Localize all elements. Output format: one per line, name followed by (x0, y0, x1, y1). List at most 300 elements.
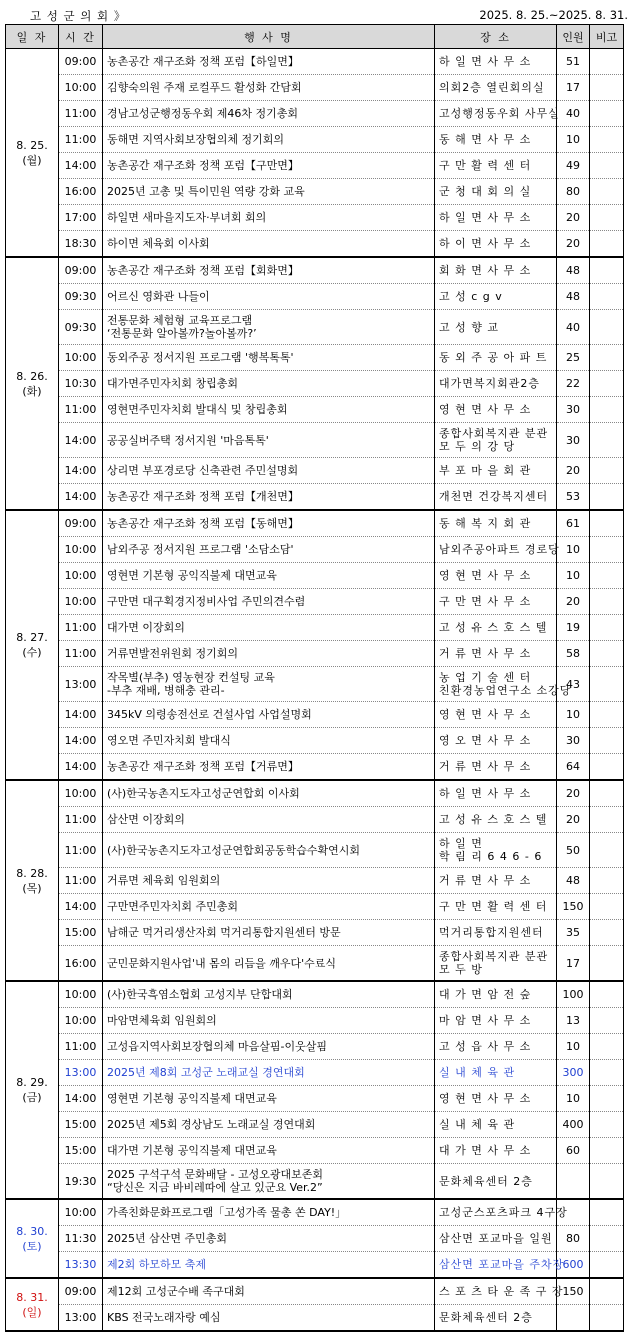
table-row (6, 127, 624, 153)
attendee-count: 48 (557, 868, 590, 894)
table-row (6, 310, 624, 345)
attendee-count (557, 1164, 590, 1200)
note-cell (590, 641, 624, 667)
attendee-count: 600 (557, 1252, 590, 1279)
col-header-event: 행 사 명 (103, 25, 435, 49)
table-row (6, 1034, 624, 1060)
location-text: 하 일 면 사 무 소 (439, 55, 532, 68)
table-row (6, 920, 624, 946)
location-cell (435, 537, 560, 563)
location-text: 모 두 의 강 당 (439, 440, 516, 453)
location-text: 군 청 대 회 의 실 (439, 185, 532, 198)
event-text: 제12회 고성군수배 족구대회 (107, 1285, 245, 1298)
location-cell (435, 153, 557, 179)
attendee-count: 10 (557, 563, 590, 589)
table-row (6, 458, 624, 484)
event-cell (103, 1164, 435, 1200)
col-header-time: 시 간 (59, 25, 103, 49)
time-cell: 10:00 (59, 1199, 103, 1226)
note-cell (590, 75, 624, 101)
note-cell (590, 371, 624, 397)
event-text: ‘전통문화 알아볼까?놀아볼까?’ (107, 327, 257, 340)
event-text: 거류면 체육회 임원회의 (107, 874, 221, 887)
location-cell (435, 397, 557, 423)
note-cell (590, 1226, 624, 1252)
attendee-count (557, 1305, 590, 1332)
time-cell: 14:00 (59, 153, 103, 179)
location-cell (435, 946, 557, 982)
time-cell: 11:00 (59, 807, 103, 833)
event-text: 구만면 대구획경지정비사업 주민의견수렴 (107, 595, 306, 608)
location-text: 하 이 면 사 무 소 (439, 237, 532, 250)
time-cell: 14:00 (59, 728, 103, 754)
location-cell (435, 1008, 557, 1034)
location-cell (435, 205, 557, 231)
event-text: 2025 구석구석 문화배달 - 고성오광대보존회 (107, 1168, 323, 1181)
location-text: 문화체육센터 2층 (439, 1311, 533, 1324)
note-cell (590, 1086, 624, 1112)
weekday-label: (목) (22, 881, 42, 895)
date-label: 8. 30. (16, 1224, 48, 1238)
attendee-count: 53 (557, 484, 590, 511)
attendee-count: 17 (557, 946, 590, 982)
table-row (6, 231, 624, 258)
table-row (6, 780, 624, 807)
note-cell (590, 484, 624, 511)
note-cell (590, 1034, 624, 1060)
table-row (6, 49, 624, 75)
location-cell (435, 423, 557, 458)
attendee-count: 10 (557, 1086, 590, 1112)
location-cell (435, 345, 557, 371)
event-text: 영현면 기본형 공익직불제 대면교육 (107, 569, 277, 582)
location-text: 농 업 기 술 센 터 (439, 671, 532, 684)
event-cell (103, 1278, 435, 1305)
event-cell (103, 345, 435, 371)
schedule-body (6, 49, 624, 1332)
location-text: 거 류 면 사 무 소 (439, 874, 532, 887)
event-text: 구만면주민자치회 주민총회 (107, 900, 239, 913)
event-cell (103, 615, 435, 641)
weekday-label: (화) (22, 384, 42, 398)
attendee-count: 19 (557, 615, 590, 641)
event-cell (103, 589, 435, 615)
time-cell: 09:30 (59, 310, 103, 345)
location-text: 종합사회복지관 분관 (439, 950, 549, 963)
table-row (6, 345, 624, 371)
time-cell: 11:00 (59, 397, 103, 423)
time-cell: 14:00 (59, 894, 103, 920)
attendee-count: 80 (557, 179, 590, 205)
attendee-count: 22 (557, 371, 590, 397)
table-row (6, 153, 624, 179)
location-text: 문화체육센터 2층 (439, 1174, 533, 1188)
location-text: 영 오 면 사 무 소 (439, 734, 532, 747)
location-text: 고 성 향 교 (439, 320, 499, 334)
attendee-count: 300 (557, 1060, 590, 1086)
note-cell (590, 1112, 624, 1138)
event-cell (103, 1060, 435, 1086)
date-cell (6, 981, 59, 1199)
event-text: 경남고성군행정동우회 제46차 정기총회 (107, 107, 299, 120)
location-cell (435, 615, 557, 641)
note-cell (590, 894, 624, 920)
event-cell (103, 563, 435, 589)
table-row (6, 1252, 624, 1279)
location-text: 학 림 리 6 4 6 - 6 (439, 850, 543, 863)
note-cell (590, 345, 624, 371)
event-cell (103, 284, 435, 310)
date-label: 8. 29. (16, 1076, 48, 1089)
location-text: 먹거리통합지원센터 (439, 926, 544, 939)
event-text: 제2회 하모하모 축제 (107, 1258, 206, 1271)
event-cell (103, 257, 435, 284)
attendee-count: 20 (557, 205, 590, 231)
location-cell (435, 510, 557, 537)
event-text: 작목별(부추) 영농현장 컨설팅 교육 (107, 671, 275, 684)
event-cell (103, 1226, 435, 1252)
time-cell: 15:00 (59, 1138, 103, 1164)
time-cell: 09:30 (59, 284, 103, 310)
note-cell (590, 1305, 624, 1332)
date-range: 2025. 8. 25.~2025. 8. 31. (479, 8, 628, 22)
event-text: 농촌공간 재구조화 정책 포럼【하일면】 (107, 55, 299, 68)
date-cell (6, 257, 59, 510)
table-row (6, 615, 624, 641)
time-cell: 13:00 (59, 667, 103, 702)
event-cell (103, 1086, 435, 1112)
time-cell: 11:00 (59, 1034, 103, 1060)
event-text: “당신은 지금 바비레따에 살고 있군요 Ver.2” (107, 1181, 323, 1194)
table-row (6, 397, 624, 423)
time-cell: 09:00 (59, 49, 103, 75)
event-cell (103, 1252, 435, 1279)
event-cell (103, 153, 435, 179)
event-text: KBS 전국노래자랑 예심 (107, 1311, 221, 1324)
time-cell: 13:00 (59, 1060, 103, 1086)
location-text: 종합사회복지관 분관 (439, 427, 549, 440)
attendee-count: 30 (557, 397, 590, 423)
note-cell (590, 833, 624, 868)
location-text: 하 일 면 (439, 837, 483, 850)
location-text: 개천면 건강복지센터 (439, 490, 549, 503)
location-text: 실 내 체 육 관 (439, 1066, 516, 1079)
event-text: -부추 재배, 병해충 관리- (107, 684, 225, 697)
attendee-count: 58 (557, 641, 590, 667)
note-cell (590, 563, 624, 589)
attendee-count: 20 (557, 231, 590, 258)
location-cell (435, 981, 557, 1008)
table-row (6, 179, 624, 205)
note-cell (590, 423, 624, 458)
time-cell: 09:00 (59, 257, 103, 284)
note-cell (590, 1138, 624, 1164)
location-text: 회 화 면 사 무 소 (439, 264, 532, 277)
note-cell (590, 754, 624, 781)
note-cell (590, 807, 624, 833)
event-cell (103, 1138, 435, 1164)
date-label: 8. 27. (16, 631, 48, 644)
date-label: 8. 25. (16, 138, 48, 152)
event-text: 고성읍지역사회보장협의체 마음살핌-이웃살핌 (107, 1040, 327, 1053)
location-cell (435, 702, 557, 728)
attendee-count: 20 (557, 807, 590, 833)
location-cell (435, 1199, 568, 1226)
location-cell (435, 231, 557, 258)
date-cell (6, 1199, 59, 1278)
table-row (6, 667, 624, 702)
event-text: 농촌공간 재구조화 정책 포럼【개천면】 (107, 490, 299, 503)
location-text: 고성군스포츠파크 4구장 (439, 1206, 568, 1219)
location-text: 구 만 활 력 센 터 (439, 159, 532, 172)
location-cell (435, 484, 557, 511)
location-text: 모 두 방 (439, 963, 483, 976)
table-row (6, 75, 624, 101)
date-cell (6, 49, 59, 258)
location-cell (435, 1034, 557, 1060)
location-text: 동 해 면 사 무 소 (439, 133, 532, 146)
attendee-count: 20 (557, 458, 590, 484)
event-text: 대가면 기본형 공익직불제 대면교육 (107, 1144, 277, 1157)
attendee-count: 40 (557, 310, 590, 345)
location-text: 스 포 츠 타 운 족 구 장 (439, 1285, 564, 1298)
time-cell: 13:30 (59, 1252, 103, 1279)
schedule-table (5, 24, 624, 1332)
event-cell (103, 981, 435, 1008)
table-row (6, 563, 624, 589)
attendee-count: 35 (557, 920, 590, 946)
location-cell (435, 1060, 557, 1086)
attendee-count: 10 (557, 702, 590, 728)
location-cell (435, 667, 572, 702)
time-cell: 14:00 (59, 1086, 103, 1112)
table-row (6, 257, 624, 284)
event-cell (103, 667, 435, 702)
table-row (6, 1199, 624, 1226)
location-cell (435, 754, 557, 781)
time-cell: 16:00 (59, 946, 103, 982)
attendee-count: 400 (557, 1112, 590, 1138)
event-cell (103, 1112, 435, 1138)
event-text: 전통문화 체험형 교육프로그램 (107, 314, 253, 327)
event-cell (103, 868, 435, 894)
event-text: 2025년 제8회 고성군 노래교실 경연대회 (107, 1066, 305, 1079)
time-cell: 11:30 (59, 1226, 103, 1252)
attendee-count: 17 (557, 75, 590, 101)
event-text: 농촌공간 재구조화 정책 포럼【구만면】 (107, 159, 299, 172)
table-row (6, 371, 624, 397)
event-cell (103, 127, 435, 153)
event-cell (103, 537, 435, 563)
time-cell: 10:00 (59, 345, 103, 371)
event-cell (103, 205, 435, 231)
event-text: 군민문화지원사업'내 몸의 리듬을 깨우다'수료식 (107, 956, 337, 970)
event-text: (사)한국흑염소협회 고성지부 단합대회 (107, 988, 293, 1001)
note-cell (590, 1278, 624, 1305)
attendee-count: 49 (557, 153, 590, 179)
attendee-count: 60 (557, 1138, 590, 1164)
location-text: 구 만 면 사 무 소 (439, 595, 532, 608)
event-cell (103, 1305, 435, 1332)
event-cell (103, 728, 435, 754)
time-cell: 11:00 (59, 101, 103, 127)
note-cell (590, 49, 624, 75)
location-text: 고성행정동우회 사무실 (439, 107, 560, 120)
event-cell (103, 641, 435, 667)
time-cell: 11:00 (59, 127, 103, 153)
time-cell: 10:30 (59, 371, 103, 397)
location-text: 대가면복지회관2층 (439, 377, 541, 390)
table-row (6, 728, 624, 754)
event-cell (103, 946, 435, 982)
time-cell: 16:00 (59, 179, 103, 205)
attendee-count: 48 (557, 257, 590, 284)
time-cell: 11:00 (59, 641, 103, 667)
weekday-label: (금) (22, 1091, 42, 1104)
note-cell (590, 589, 624, 615)
time-cell: 09:00 (59, 1278, 103, 1305)
time-cell: 13:00 (59, 1305, 103, 1332)
attendee-count: 20 (557, 780, 590, 807)
event-cell (103, 310, 435, 345)
time-cell: 11:00 (59, 833, 103, 868)
event-text: 거류면발전위원회 정기회의 (107, 647, 239, 660)
location-cell (435, 179, 557, 205)
col-header-date: 일 자 (6, 25, 59, 49)
location-text: 삼산면 포교마을 일원 (439, 1232, 553, 1245)
table-row (6, 101, 624, 127)
attendee-count: 100 (557, 981, 590, 1008)
note-cell (590, 780, 624, 807)
table-row (6, 537, 624, 563)
table-row (6, 641, 624, 667)
time-cell: 18:30 (59, 231, 103, 258)
location-cell (435, 728, 557, 754)
event-cell (103, 484, 435, 511)
event-cell (103, 754, 435, 781)
event-cell (103, 231, 435, 258)
event-cell (103, 397, 435, 423)
note-cell (590, 981, 624, 1008)
table-row (6, 1060, 624, 1086)
date-cell (6, 780, 59, 981)
note-cell (590, 310, 624, 345)
time-cell: 14:00 (59, 484, 103, 511)
location-text: 영 현 면 사 무 소 (439, 1092, 532, 1105)
location-cell (435, 894, 557, 920)
table-row (6, 1086, 624, 1112)
note-cell (590, 153, 624, 179)
location-cell (435, 1278, 564, 1305)
location-text: 동 외 주 공 아 파 트 (439, 351, 548, 364)
event-text: 농촌공간 재구조화 정책 포럼【거류면】 (107, 760, 299, 773)
attendee-count: 61 (557, 510, 590, 537)
event-text: (사)한국농촌지도자고성군연합회공동학습수확연시회 (107, 843, 360, 857)
event-text: 농촌공간 재구조화 정책 포럼【동해면】 (107, 517, 299, 530)
location-text: 고 성 읍 사 무 소 (439, 1040, 532, 1053)
location-text: 의회2층 열린회의실 (439, 81, 545, 94)
event-cell (103, 179, 435, 205)
note-cell (590, 397, 624, 423)
time-cell: 10:00 (59, 537, 103, 563)
table-row (6, 1164, 624, 1200)
event-text: 영현면주민자치회 발대식 및 창립총회 (107, 403, 288, 416)
note-cell (590, 179, 624, 205)
time-cell: 11:00 (59, 615, 103, 641)
note-cell (590, 868, 624, 894)
attendee-count: 50 (557, 833, 590, 868)
event-text: 가족친화문화프로그램「고성가족 물총 쏜 DAY!」 (107, 1206, 347, 1219)
location-text: 영 현 면 사 무 소 (439, 569, 532, 582)
attendee-count: 25 (557, 345, 590, 371)
attendee-count: 10 (557, 1034, 590, 1060)
note-cell (590, 205, 624, 231)
note-cell (590, 537, 624, 563)
date-label: 8. 26. (16, 369, 48, 383)
event-text: 마암면체육회 임원회의 (107, 1014, 217, 1027)
note-cell (590, 231, 624, 258)
attendee-count: 13 (557, 1008, 590, 1034)
location-cell (435, 371, 557, 397)
location-cell (435, 589, 557, 615)
note-cell (590, 510, 624, 537)
event-cell (103, 101, 435, 127)
location-text: 하 일 면 사 무 소 (439, 787, 532, 800)
note-cell (590, 667, 624, 702)
table-row (6, 1278, 624, 1305)
table-row (6, 702, 624, 728)
date-label: 8. 28. (16, 866, 48, 880)
location-cell (435, 1305, 557, 1332)
event-cell (103, 1199, 435, 1226)
table-row (6, 833, 624, 868)
event-text: 어르신 영화관 나들이 (107, 290, 210, 303)
note-cell (590, 101, 624, 127)
table-row (6, 1305, 624, 1332)
date-label: 8. 31. (16, 1290, 48, 1304)
note-cell (590, 1252, 624, 1279)
col-header-count: 인원 (557, 25, 590, 49)
attendee-count: 51 (557, 49, 590, 75)
event-text: 농촌공간 재구조화 정책 포럼【회화면】 (107, 264, 299, 277)
time-cell: 10:00 (59, 75, 103, 101)
attendee-count: 10 (557, 127, 590, 153)
note-cell (590, 284, 624, 310)
event-cell (103, 780, 435, 807)
event-text: 하일면 새마을지도자·부녀회 회의 (107, 211, 267, 224)
time-cell: 15:00 (59, 1112, 103, 1138)
table-row (6, 807, 624, 833)
time-cell: 17:00 (59, 205, 103, 231)
event-text: 영현면 기본형 공익직불제 대면교육 (107, 1092, 277, 1105)
location-text: 하 일 면 사 무 소 (439, 211, 532, 224)
event-text: 2025년 삼산면 주민총회 (107, 1232, 227, 1245)
time-cell: 10:00 (59, 780, 103, 807)
event-cell (103, 423, 435, 458)
location-cell (435, 833, 557, 868)
table-row (6, 423, 624, 458)
event-cell (103, 894, 435, 920)
location-cell (435, 127, 557, 153)
location-cell (435, 257, 557, 284)
location-text: 영 현 면 사 무 소 (439, 708, 532, 721)
weekday-label: (일) (22, 1305, 42, 1319)
col-header-location: 장 소 (435, 25, 557, 49)
location-cell (435, 807, 557, 833)
event-text: 상리면 부포경로당 신축관련 주민설명회 (107, 464, 299, 477)
table-row (6, 754, 624, 781)
weekday-label: (수) (22, 646, 42, 659)
